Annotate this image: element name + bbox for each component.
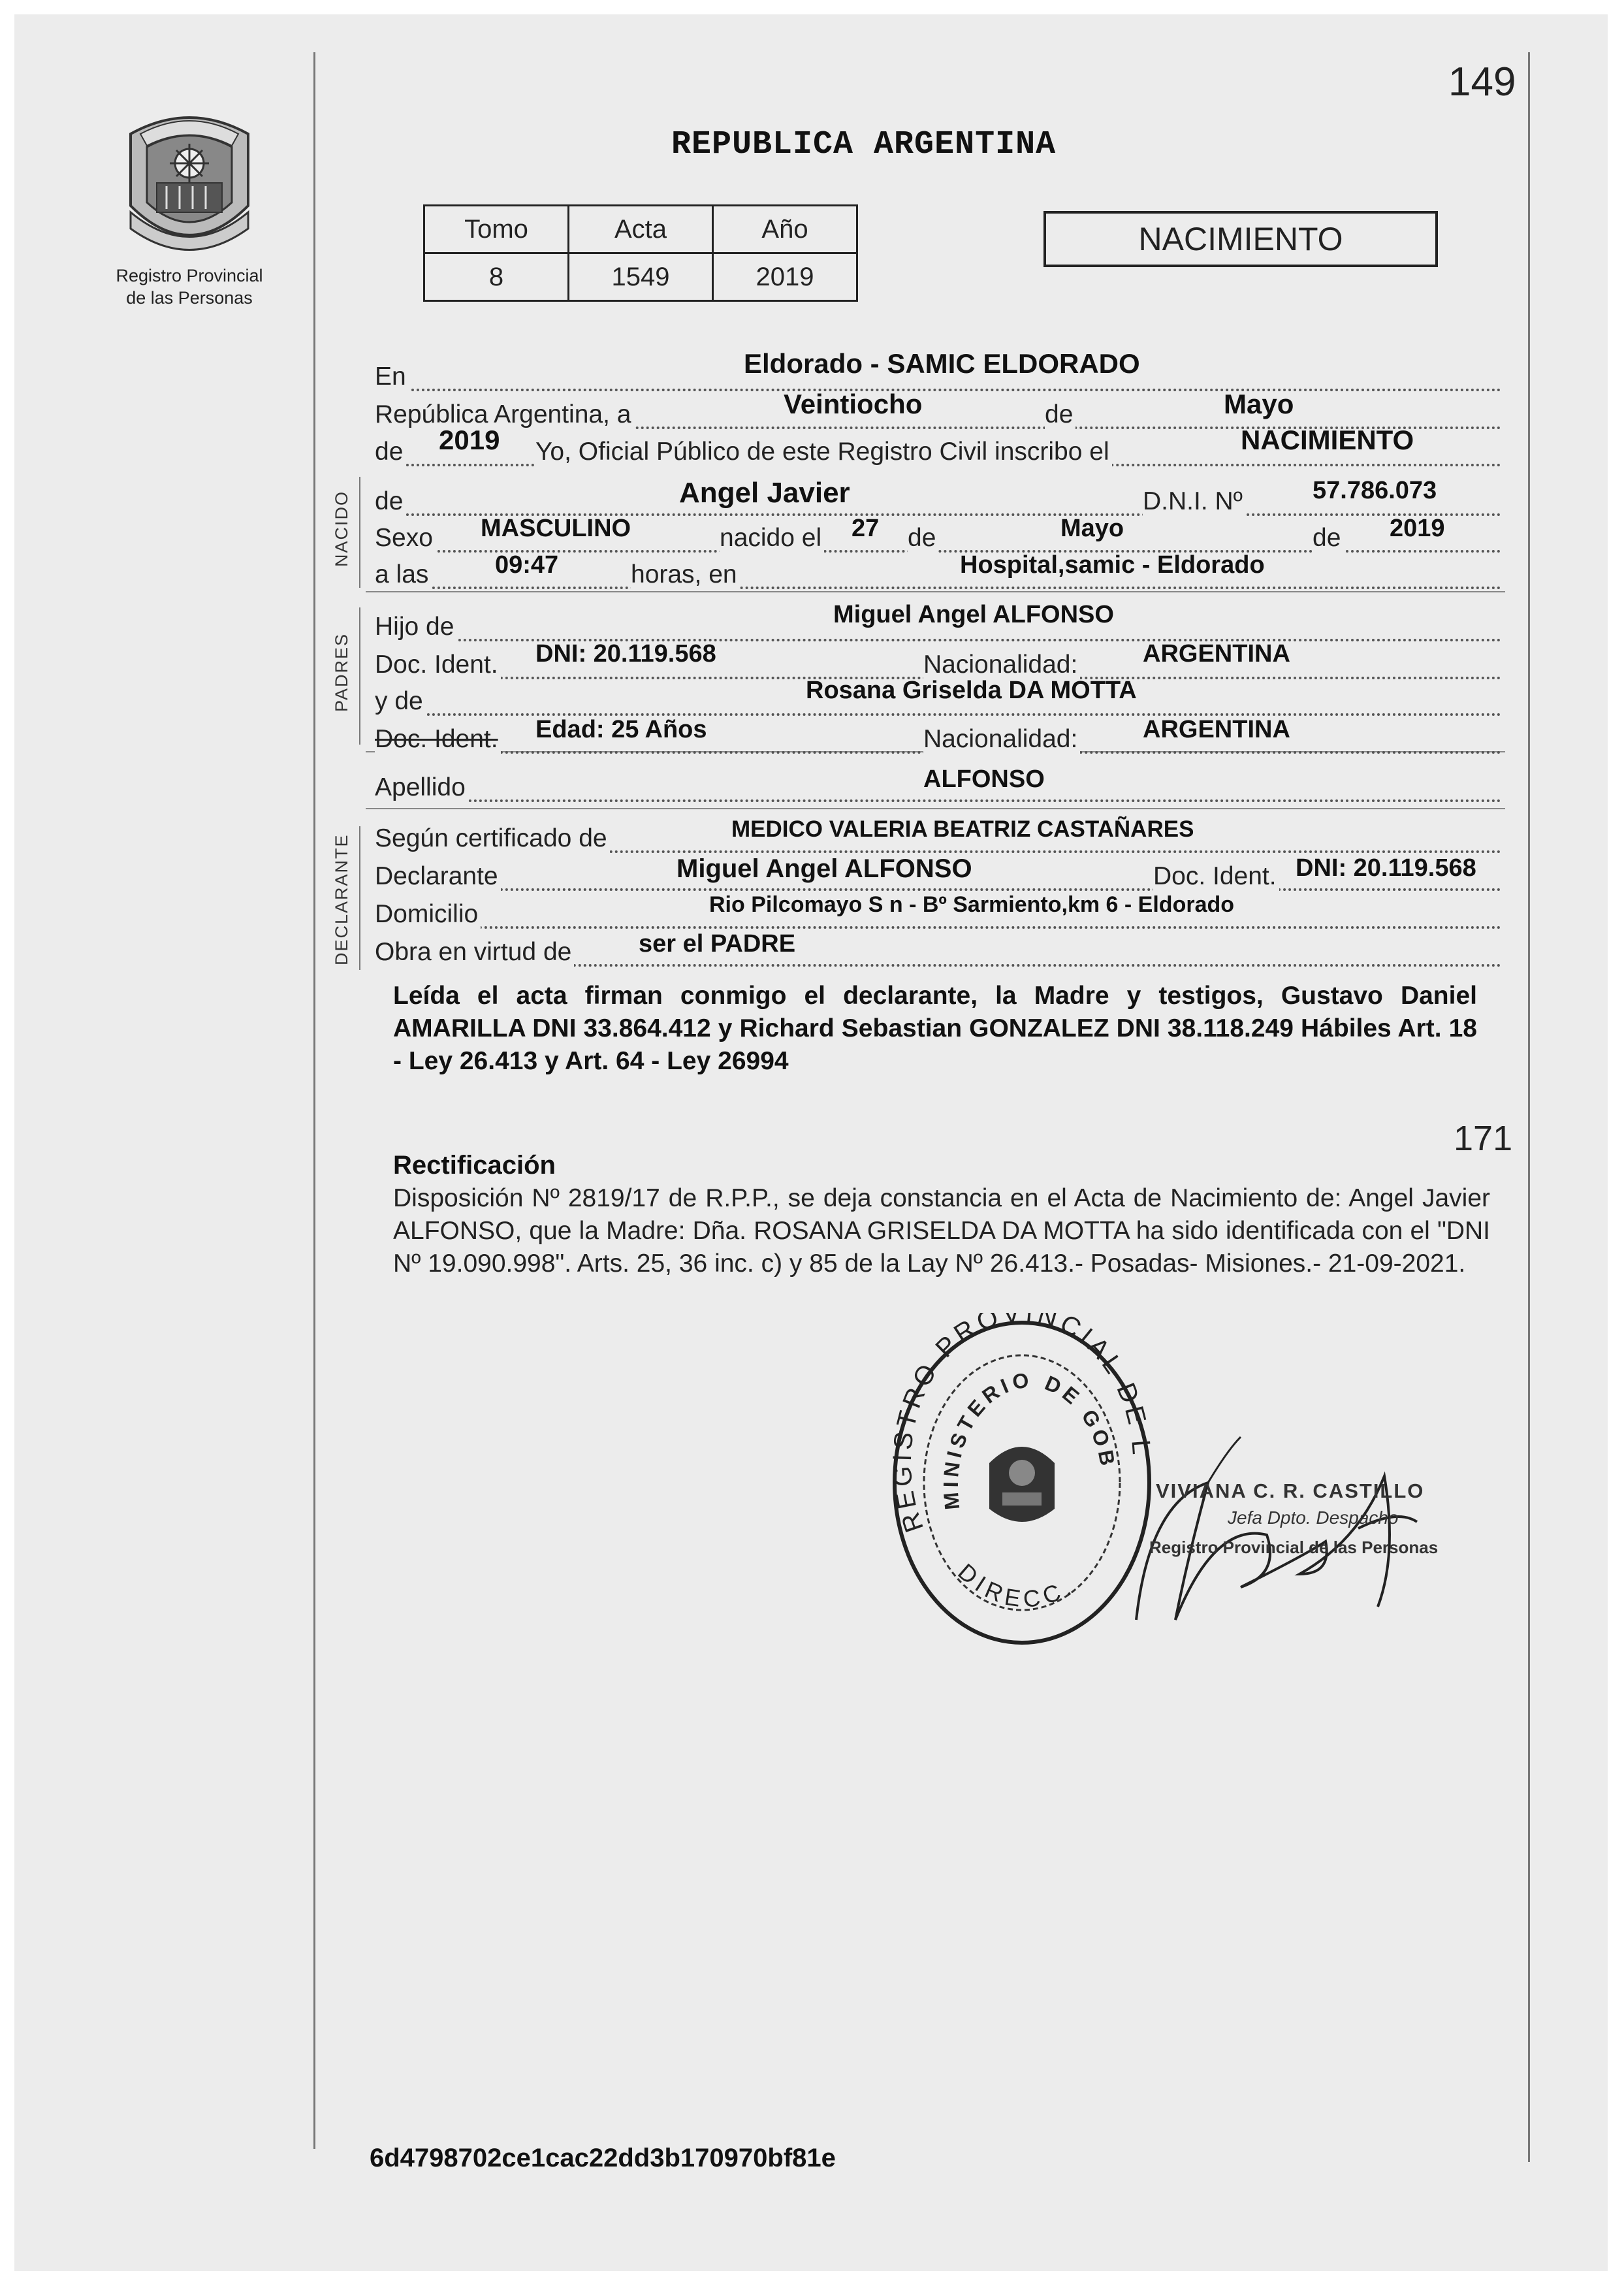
- tomo-value: 8: [424, 253, 569, 301]
- doc1-label: Doc. Ident.: [375, 651, 501, 679]
- nacido-bracket: [359, 477, 360, 588]
- madre-label: y de: [375, 687, 426, 716]
- row-en: [375, 348, 1501, 399]
- dni-label: D.N.I. Nº: [1143, 487, 1245, 516]
- domicilio-value: Rio Pilcomayo S n - Bº Sarmiento,km 6 - Eldorado: [709, 892, 1235, 917]
- right-margin-line: [1528, 52, 1530, 2162]
- anio-text: Yo, Oficial Público de este Registro Civil inscribo el: [535, 438, 1112, 466]
- anio-label: de: [375, 438, 406, 466]
- logo-caption: [104, 265, 274, 309]
- nombre-value: Angel Javier: [679, 477, 850, 509]
- declarante-value: Miguel Angel ALFONSO: [677, 854, 972, 883]
- declarante-doc-label: Doc. Ident.: [1153, 862, 1279, 891]
- en-label: En: [375, 363, 409, 391]
- doc2-value: Edad: 25 Años: [535, 716, 707, 743]
- record-table-header-row: [424, 206, 857, 253]
- stamp-bottom-text: DIRECC.: [953, 1558, 1080, 1613]
- nacido-month-value: Mayo: [1060, 515, 1124, 542]
- republica-de-label: de: [1045, 400, 1075, 429]
- nacido-day-value: 27: [852, 515, 880, 542]
- en-value: Eldorado - SAMIC ELDORADO: [744, 348, 1140, 379]
- certificado-value: MEDICO VALERIA BEATRIZ CASTAÑARES: [731, 816, 1194, 842]
- republica-month-value: Mayo: [1224, 389, 1294, 419]
- signatory-org: Registro Provincial de las Personas: [1149, 1538, 1439, 1557]
- row-anio: [375, 425, 1501, 474]
- declarante-bracket: [359, 826, 360, 970]
- row-domicilio: [375, 892, 1501, 937]
- svg-text:DIRECC.: [953, 1558, 1079, 1613]
- anio-value: 2019: [439, 425, 500, 455]
- row-hora: [375, 551, 1501, 597]
- record-type-box: NACIMIENTO: [1043, 211, 1438, 267]
- record-table: [423, 204, 858, 302]
- section-label-declarante: DECLARANTE: [332, 833, 351, 965]
- padres-bracket: [359, 607, 360, 745]
- tomo-header: Tomo: [424, 206, 569, 253]
- section-label-nacido: NACIDO: [332, 490, 351, 567]
- rectificacion-title: Rectificación: [393, 1151, 556, 1180]
- left-margin-line: [313, 52, 315, 2149]
- logo-caption-line1: Registro Provincial: [116, 266, 263, 285]
- apellido-label: Apellido: [375, 773, 468, 802]
- document-title: REPUBLICA ARGENTINA: [671, 126, 1057, 163]
- declarante-label: Declarante: [375, 862, 501, 891]
- republica-label: República Argentina, a: [375, 400, 633, 429]
- row-apellido: [375, 765, 1501, 810]
- closing-paragraph: Leída el acta firman conmigo el declarante, la Madre y testigos, Gustavo Daniel AMARILLA DNI 33.864.412 y Richard Sebastian GONZALEZ DNI 38.118.249 Hábiles Art. 18 - Ley 26.413 y Art. 64 - Ley 26994: [393, 982, 1477, 1075]
- page-number: 149: [1448, 59, 1516, 105]
- hora-label: a las: [375, 560, 431, 589]
- hijo-label: Hijo de: [375, 613, 456, 641]
- acta-value: 1549: [569, 253, 713, 301]
- nacido-el-label: nacido el: [720, 524, 824, 553]
- nacido-de-label: de: [908, 524, 938, 553]
- nacido-year-value: 2019: [1390, 515, 1445, 542]
- republica-day-value: Veintiocho: [784, 389, 923, 419]
- nacido-de2-label: de: [1313, 524, 1343, 553]
- document-hash: 6d4798702ce1cac22dd3b170970bf81e: [370, 2144, 836, 2172]
- dni-value: 57.786.073: [1313, 477, 1437, 504]
- doc2-nacionalidad-value: ARGENTINA: [1143, 716, 1290, 743]
- nombre-label: de: [375, 487, 406, 516]
- record-table-value-row: [424, 253, 857, 301]
- doc2-nacionalidad-label: Nacionalidad:: [923, 725, 1080, 754]
- row-doc2: [375, 716, 1501, 762]
- declarante-doc-value: DNI: 20.119.568: [1296, 854, 1476, 882]
- obra-label: Obra en virtud de: [375, 938, 574, 967]
- doc2-label: Doc. Ident.: [375, 725, 501, 754]
- anio-value: 2019: [713, 253, 857, 301]
- hora-place-value: Hospital,samic - Eldorado: [960, 551, 1265, 579]
- hora-value: 09:47: [495, 551, 559, 579]
- sexo-label: Sexo: [375, 524, 436, 553]
- sexo-value: MASCULINO: [481, 515, 631, 542]
- apellido-value: ALFONSO: [923, 765, 1045, 793]
- certificado-label: Según certificado de: [375, 824, 610, 853]
- obra-value: ser el PADRE: [639, 930, 796, 958]
- section-label-padres: PADRES: [332, 632, 351, 712]
- row-obra: [375, 930, 1501, 975]
- doc1-value: DNI: 20.119.568: [535, 640, 716, 668]
- stamp-outer-text: REGISTRO PROVINCIAL DE L: [887, 1313, 1156, 1536]
- stamp-emblem: [989, 1447, 1055, 1522]
- domicilio-label: Domicilio: [375, 900, 481, 929]
- stamp-inner-text: MINISTERIO DE GOB: [938, 1368, 1121, 1511]
- margin-number: 171: [1454, 1119, 1513, 1158]
- signatory-role: Jefa Dpto. Despacho: [1228, 1507, 1399, 1528]
- hijo-value: Miguel Angel ALFONSO: [833, 601, 1114, 628]
- rectificacion-body: Disposición Nº 2819/17 de R.P.P., se deja constancia en el Acta de Nacimiento de: Angel Javier ALFONSO, que la Madre: Dña. ROSANA GRISELDA DA MOTTA ha sido identificada con el "DNI Nº 19.090.998". Arts. 25, 36 inc. c) y 85 de la Lay Nº 26.413.- Posadas- Misiones.- 21-09-2021.: [393, 1184, 1490, 1278]
- inscribo-value: NACIMIENTO: [1241, 425, 1414, 455]
- doc1-nacionalidad-label: Nacionalidad:: [923, 651, 1080, 679]
- logo-caption-line2: de las Personas: [126, 288, 253, 308]
- doc1-nacionalidad-value: ARGENTINA: [1143, 640, 1290, 668]
- signatory-name: VIVIANA C. R. CASTILLO: [1156, 1479, 1425, 1502]
- anio-header: Año: [713, 206, 857, 253]
- madre-value: Rosana Griselda DA MOTTA: [806, 677, 1137, 704]
- horas-en-label: horas, en: [631, 560, 740, 589]
- acta-header: Acta: [569, 206, 713, 253]
- misiones-seal-logo: [118, 108, 261, 261]
